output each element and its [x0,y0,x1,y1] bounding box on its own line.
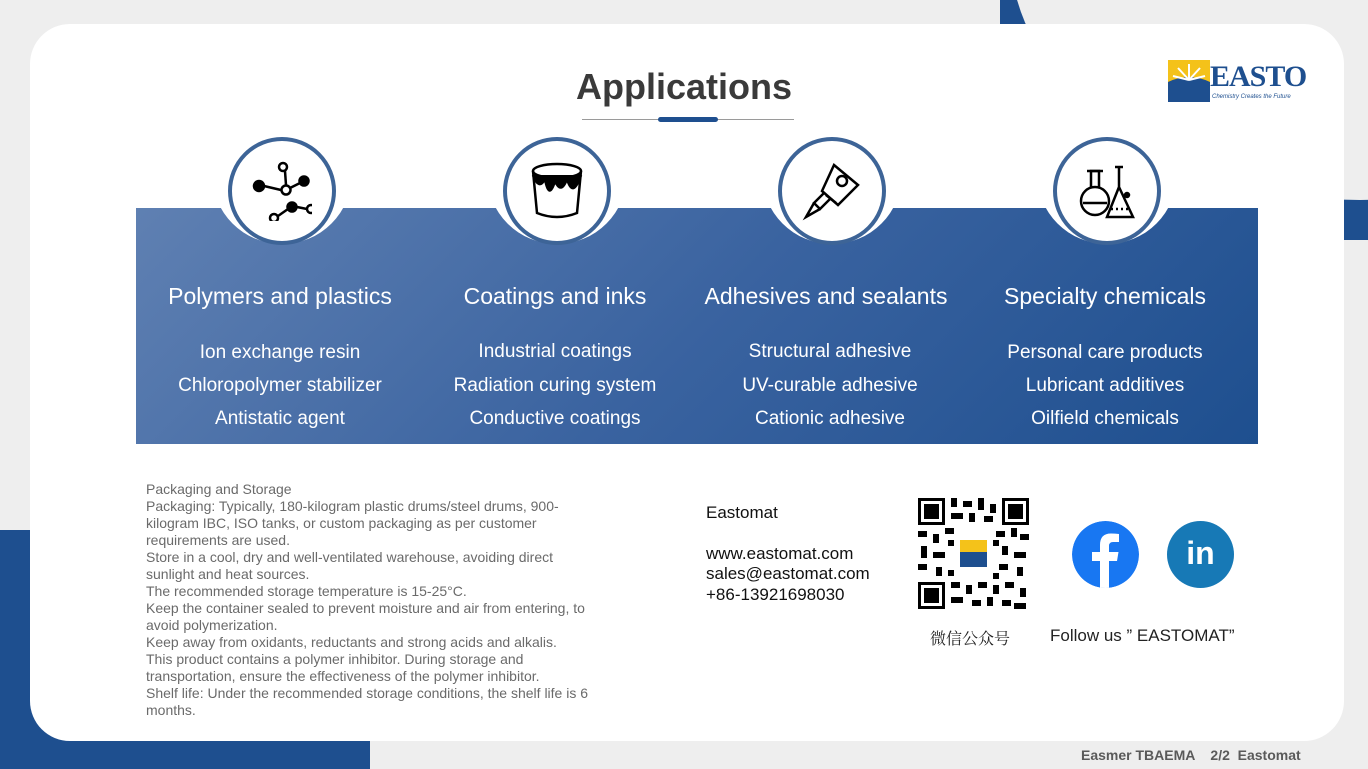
glue-tube-icon [802,161,862,221]
category-item: Industrial coatings [478,341,632,362]
linkedin-label: in [1186,535,1215,571]
category-item: Oilfield chemicals [1031,408,1179,429]
title-accent-bar [658,117,718,122]
packaging-line: Store in a cool, dry and well-ventilated warehouse, avoiding direct [146,549,554,565]
category-item: Personal care products [1007,342,1203,363]
packaging-line: Keep away from oxidants, reductants and strong acids and alkalis. [146,634,557,650]
packaging-line: requirements are used. [146,532,290,548]
packaging-line: Keep the container sealed to prevent moisture and air from entering, to [146,600,585,616]
category-title: Polymers and plastics [168,283,392,309]
packaging-line: Packaging and Storage [146,481,292,497]
phone-number: +86-13921698030 [706,585,845,604]
category-title: Adhesives and sealants [704,283,948,309]
category-item: Conductive coatings [469,408,641,429]
packaging-line: months. [146,702,196,718]
packaging-line: avoid polymerization. [146,617,278,633]
category-item: Structural adhesive [748,341,912,362]
facebook-icon[interactable] [1072,521,1139,588]
molecule-icon [252,161,312,221]
page-title: Applications [575,66,793,107]
packaging-line: Packaging: Typically, 180-kilogram plastic drums/steel drums, 900- [146,498,559,514]
linkedin-icon[interactable] [1167,521,1234,588]
category-title: Coatings and inks [463,283,647,309]
category-title: Specialty chemicals [1004,283,1206,309]
lab-flask-icon [1077,161,1137,221]
wechat-label: 微信公众号 [930,631,1011,648]
footer-text: Easmer TBAEMA 2/2 Eastomat [1081,747,1301,763]
packaging-storage-text [146,481,666,719]
category-item: Chloropolymer stabilizer [178,375,382,396]
packaging-line: kilogram IBC, ISO tanks, or custom packaging as per customer [146,515,537,531]
icon-circle-adhesives [778,137,886,245]
website-link[interactable]: www.eastomat.com [706,544,854,563]
category-item: Antistatic agent [215,408,345,429]
logo-text: EASTO [1210,60,1307,93]
icon-circle-coatings [503,137,611,245]
company-name: Eastomat [706,503,778,522]
packaging-line: This product contains a polymer inhibitor. During storage and [146,651,524,667]
category-item: UV-curable adhesive [742,375,918,396]
email-link[interactable]: sales@eastomat.com [706,564,870,583]
icon-circle-specialty [1053,137,1161,245]
category-item: Ion exchange resin [199,342,361,363]
packaging-line: Shelf life: Under the recommended storage conditions, the shelf life is 6 [146,685,589,701]
packaging-line: sunlight and heat sources. [146,566,310,582]
category-item: Lubricant additives [1025,375,1185,396]
icon-circle-polymers [228,137,336,245]
packaging-line: The recommended storage temperature is 15-25°C. [146,583,467,599]
follow-us-text: Follow us ” EASTOMAT” [1050,626,1235,645]
wechat-qr-code-icon[interactable] [918,498,1029,609]
logo-tagline: Chemistry Creates the Future [1212,94,1291,100]
packaging-line: transportation, ensure the effectiveness of the polymer inhibitor. [146,668,540,684]
category-item: Cationic adhesive [755,408,905,429]
category-item: Radiation curing system [453,375,657,396]
paint-bucket-icon [527,161,587,221]
